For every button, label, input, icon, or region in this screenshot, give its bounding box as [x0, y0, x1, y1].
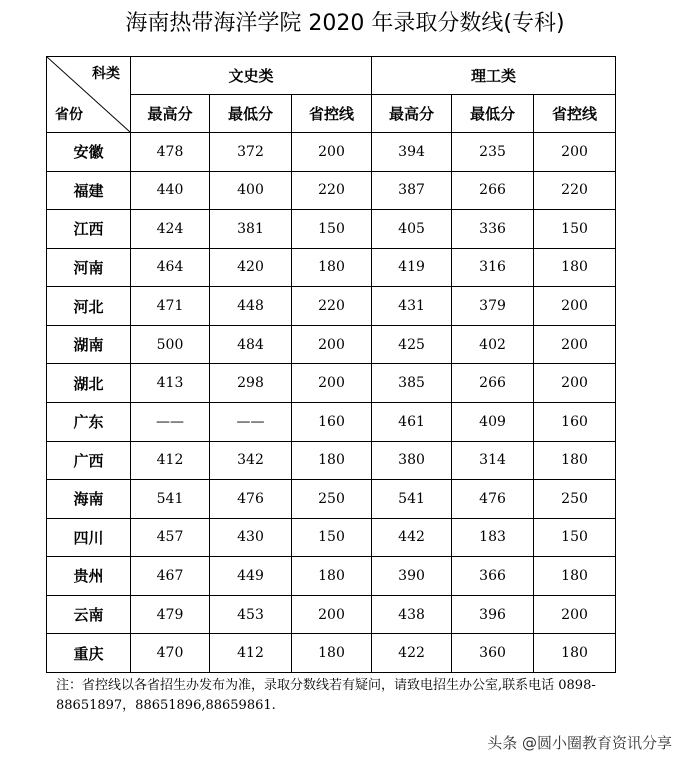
table-row [47, 287, 616, 326]
score-cell: 266 [452, 364, 534, 403]
score-cell: 200 [292, 595, 372, 634]
score-cell: 266 [452, 171, 534, 210]
province-cell: 广东 [47, 402, 131, 441]
score-cell: 180 [292, 248, 372, 287]
province-cell: 四川 [47, 518, 131, 557]
score-cell: 484 [210, 325, 292, 364]
table-row [47, 441, 616, 480]
table-row [47, 480, 616, 519]
score-cell: 160 [292, 402, 372, 441]
score-cell: 380 [372, 441, 452, 480]
subheader-min: 最低分 [210, 95, 292, 133]
score-cell: 412 [131, 441, 210, 480]
score-cell: 379 [452, 287, 534, 326]
group-header-liberal-arts: 文史类 [131, 57, 372, 95]
score-cell: 390 [372, 557, 452, 596]
score-cell: 200 [292, 364, 372, 403]
score-cell: 402 [452, 325, 534, 364]
score-cell: 200 [534, 133, 616, 172]
score-cell: 360 [452, 634, 534, 673]
subheader-control-line: 省控线 [292, 95, 372, 133]
table-row [47, 518, 616, 557]
score-cell: 180 [534, 634, 616, 673]
score-cell: 150 [534, 210, 616, 249]
corner-category-label: 科类 [92, 66, 120, 82]
score-cell: 419 [372, 248, 452, 287]
score-cell: 424 [131, 210, 210, 249]
footnote: 注：省控线以各省招生办发布为准，录取分数线若有疑问，请致电招生办公室,联系电话 0898-88651897，88651896,88659861. [56, 678, 596, 713]
score-cell: —— [131, 402, 210, 441]
province-cell: 福建 [47, 171, 131, 210]
score-cell: 316 [452, 248, 534, 287]
score-cell: 150 [292, 210, 372, 249]
score-cell: 200 [534, 287, 616, 326]
score-cell: 470 [131, 634, 210, 673]
score-cell: 180 [292, 634, 372, 673]
score-cell: 150 [534, 518, 616, 557]
score-cell: 180 [292, 441, 372, 480]
score-cell: 150 [292, 518, 372, 557]
score-cell: 438 [372, 595, 452, 634]
table-row [47, 210, 616, 249]
group-header-science: 理工类 [372, 57, 616, 95]
score-cell: 453 [210, 595, 292, 634]
table-row [47, 634, 616, 673]
province-cell: 湖南 [47, 325, 131, 364]
province-cell: 河南 [47, 248, 131, 287]
score-cell: 420 [210, 248, 292, 287]
score-cell: 412 [210, 634, 292, 673]
corner-header [47, 57, 131, 133]
score-cell: 200 [534, 325, 616, 364]
score-cell: 180 [534, 248, 616, 287]
score-cell: 336 [452, 210, 534, 249]
score-cell: 476 [452, 480, 534, 519]
score-cell: 457 [131, 518, 210, 557]
score-cell: 180 [534, 557, 616, 596]
score-cell: 431 [372, 287, 452, 326]
score-cell: 180 [292, 557, 372, 596]
score-cell: 220 [292, 287, 372, 326]
score-cell: 500 [131, 325, 210, 364]
province-cell: 江西 [47, 210, 131, 249]
subheader-max: 最高分 [131, 95, 210, 133]
score-cell: 449 [210, 557, 292, 596]
score-cell: 442 [372, 518, 452, 557]
score-cell: 409 [452, 402, 534, 441]
province-cell: 广西 [47, 441, 131, 480]
subheader-max: 最高分 [372, 95, 452, 133]
score-cell: 366 [452, 557, 534, 596]
province-cell: 安徽 [47, 133, 131, 172]
table-row [47, 133, 616, 172]
score-cell: 314 [452, 441, 534, 480]
table-row [47, 248, 616, 287]
province-cell: 重庆 [47, 634, 131, 673]
corner-province-label: 省份 [55, 107, 83, 123]
province-cell: 云南 [47, 595, 131, 634]
score-cell: 220 [534, 171, 616, 210]
province-cell: 湖北 [47, 364, 131, 403]
subheader-control-line: 省控线 [534, 95, 616, 133]
score-cell: 235 [452, 133, 534, 172]
score-cell: 400 [210, 171, 292, 210]
province-cell: 河北 [47, 287, 131, 326]
score-cell: 298 [210, 364, 292, 403]
table-row [47, 402, 616, 441]
score-cell: 200 [292, 325, 372, 364]
score-cell: 422 [372, 634, 452, 673]
score-cell: 220 [292, 171, 372, 210]
score-cell: 464 [131, 248, 210, 287]
table-row [47, 325, 616, 364]
score-cell: 479 [131, 595, 210, 634]
score-cell: 342 [210, 441, 292, 480]
score-cell: 372 [210, 133, 292, 172]
province-cell: 贵州 [47, 557, 131, 596]
score-cell: 471 [131, 287, 210, 326]
score-cell: 413 [131, 364, 210, 403]
score-cell: —— [210, 402, 292, 441]
score-cell: 200 [292, 133, 372, 172]
score-cell: 541 [131, 480, 210, 519]
table-row [47, 595, 616, 634]
score-cell: 200 [534, 595, 616, 634]
score-cell: 430 [210, 518, 292, 557]
score-cell: 478 [131, 133, 210, 172]
score-cell: 541 [372, 480, 452, 519]
score-cell: 405 [372, 210, 452, 249]
score-cell: 183 [452, 518, 534, 557]
table-row [47, 171, 616, 210]
score-cell: 200 [534, 364, 616, 403]
score-cell: 448 [210, 287, 292, 326]
score-cell: 396 [452, 595, 534, 634]
score-cell: 387 [372, 171, 452, 210]
table-row [47, 364, 616, 403]
province-cell: 海南 [47, 480, 131, 519]
score-cell: 425 [372, 325, 452, 364]
score-cell: 160 [534, 402, 616, 441]
score-cell: 476 [210, 480, 292, 519]
subheader-min: 最低分 [452, 95, 534, 133]
score-cell: 440 [131, 171, 210, 210]
page-title: 海南热带海洋学院 2020 年录取分数线(专科) [125, 11, 565, 36]
score-cell: 467 [131, 557, 210, 596]
score-cell: 381 [210, 210, 292, 249]
score-cell: 461 [372, 402, 452, 441]
score-cell: 250 [292, 480, 372, 519]
admission-score-table [46, 56, 616, 673]
score-cell: 250 [534, 480, 616, 519]
watermark: 头条 @圆小圈教育资讯分享 [487, 734, 672, 752]
score-cell: 180 [534, 441, 616, 480]
score-cell: 385 [372, 364, 452, 403]
score-cell: 394 [372, 133, 452, 172]
table-row [47, 557, 616, 596]
